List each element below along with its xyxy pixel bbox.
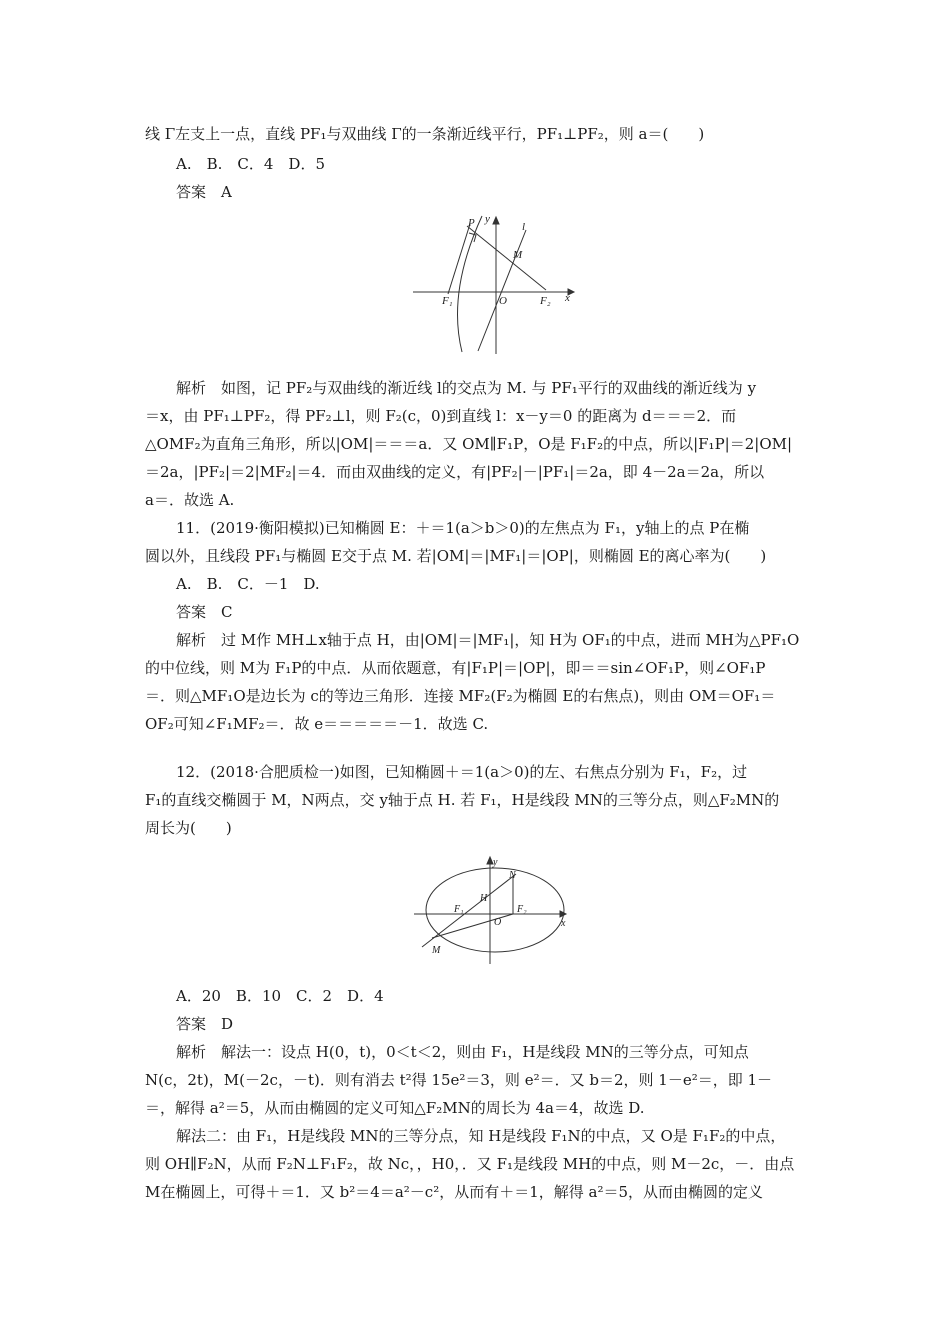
answer-options: A．20 B．10 C．2 D．4 [176, 987, 384, 1005]
label-O: O [494, 917, 502, 928]
text-line: 解析 解法一：设点 H(0，t)，0＜t＜2，则由 F₁，H是线段 MN的三等分点，可知点 [176, 1043, 749, 1061]
label-x: x [565, 292, 570, 304]
label-M: M [513, 249, 523, 261]
line-PF1 [448, 224, 470, 294]
label-F2: F₂ [517, 904, 527, 915]
label-F1: F₁ [454, 904, 464, 915]
text-line: ＝．则△MF₁O是边长为 c的等边三角形．连接 MF₂(F₂为椭圆 E的右焦点)，则由 OM＝OF₁＝ [145, 687, 776, 705]
ellipse [426, 868, 564, 952]
label-x: x [561, 918, 566, 929]
text-line: 周长为( ) [145, 819, 232, 837]
text-line: △OMF₂为直角三角形，所以|OM|＝＝＝a．又 OM∥F₁P，O是 F₁F₂的中点，所以|F₁P|＝2|OM| [145, 435, 793, 453]
answer-label: 答案 D [176, 1015, 234, 1033]
answer-options: A. B. C．－1 D. [176, 575, 320, 593]
text-line: 圆以外，且线段 PF₁与椭圆 E交于点 M. 若|OM|＝|MF₁|＝|OP|，则椭圆 E的离心率为( ) [145, 547, 767, 565]
label-y: y [493, 857, 498, 868]
text-line: N(c，2t)，M(－2c，－t)．则有消去 t²得 15e²＝3，则 e²＝．又 b＝2，则 1－e²＝，即 1－ [145, 1071, 773, 1089]
text-line: ＝2a，|PF₂|＝2|MF₂|＝4．而由双曲线的定义，有|PF₂|－|PF₁|＝2a，即 4－2a＝2a，所以 [145, 463, 765, 481]
text-line: 的中位线，则 M为 F₁P的中点．从而依题意，有|F₁P|＝|OP|，即＝＝sin∠OF₁P，则∠OF₁P [145, 659, 766, 677]
answer-label: 答案 C [176, 603, 233, 621]
text-line: ＝，解得 a²＝5，从而由椭圆的定义可知△F₂MN的周长为 4a＝4，故选 D. [145, 1099, 645, 1117]
label-F2: F₂ [540, 295, 551, 307]
label-M: M [432, 945, 441, 956]
answer-label: 答案 A [176, 183, 232, 201]
text-line: 解析 过 M作 MH⊥x轴于点 H，由|OM|＝|MF₁|，知 H为 OF₁的中点，进而 MH为△PF₁O [176, 631, 800, 649]
label-N: N [509, 870, 516, 881]
question-11: 11．(2019·衡阳模拟)已知椭圆 E：＋＝1(a＞b＞0)的左焦点为 F₁，y轴上的点 P在椭 [176, 519, 750, 537]
label-y: y [485, 213, 490, 225]
question-12: 12．(2018·合肥质检一)如图，已知椭圆＋＝1(a＞0)的左、右焦点分别为 F₁，F₂，过 [176, 763, 748, 781]
label-H: H [480, 893, 488, 904]
text-line: a＝．故选 A. [145, 491, 235, 509]
label-P: P [468, 217, 475, 229]
text-line: 则 OH∥F₂N，从而 F₂N⊥F₁F₂，故 Nc，，H0，．又 F₁是线段 MH的中点，则 M－2c，－．由点 [145, 1155, 795, 1173]
text-line: 解法二：由 F₁，H是线段 MN的三等分点，知 H是线段 F₁N的中点，又 O是 F₁F₂的中点， [176, 1127, 786, 1145]
hyperbola-left-branch [458, 216, 483, 352]
text-line: F₁的直线交椭圆于 M，N两点，交 y轴于点 H. 若 F₁，H是线段 MN的三等分点，则△F₂MN的 [145, 791, 780, 809]
y-axis-arrow [493, 217, 499, 224]
text-line: ＝x，由 PF₁⊥PF₂，得 PF₂⊥l，则 F₂(c，0)到直线 l：x－y＝0 的距离为 d＝＝＝2．而 [145, 407, 737, 425]
text-line: 解析 如图，记 PF₂与双曲线的渐近线 l的交点为 M. 与 PF₁平行的双曲线的渐近线为 y [176, 379, 757, 397]
label-O: O [499, 295, 507, 307]
text-line: OF₂可知∠F₁MF₂＝．故 e＝＝＝＝＝－1．故选 C. [145, 715, 489, 733]
text-line: 线 Γ左支上一点，直线 PF₁与双曲线 Γ的一条渐近线平行，PF₁⊥PF₂，则 a＝( ) [145, 125, 705, 143]
text-line: M在椭圆上，可得＋＝1．又 b²＝4＝a²－c²，从而有＋＝1，解得 a²＝5，从而由椭圆的定义 [145, 1183, 764, 1201]
label-F1: F₁ [442, 295, 453, 307]
ellipse-figure [412, 852, 572, 970]
line-MN [422, 874, 516, 947]
answer-options: A. B. C．4 D．5 [176, 155, 325, 173]
label-l: l [522, 221, 526, 233]
hyperbola-figure [410, 208, 580, 360]
